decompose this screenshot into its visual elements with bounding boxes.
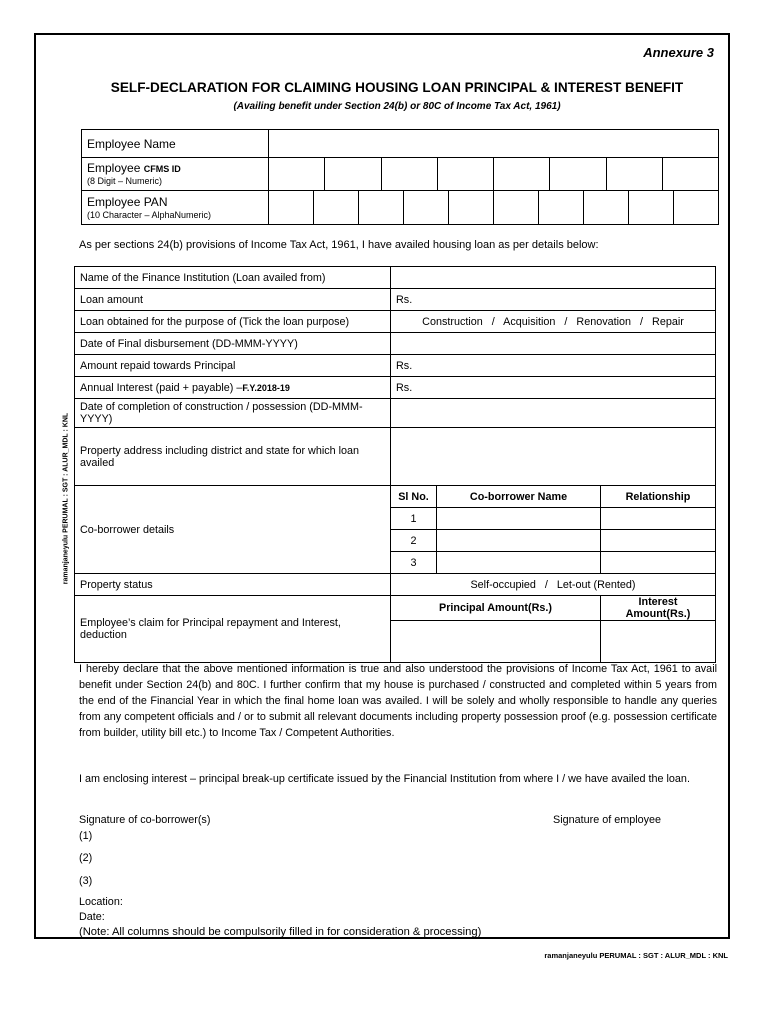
- employee-name-label: Employee Name: [82, 130, 269, 158]
- signature-two: (2): [79, 852, 93, 864]
- pan-cells: [269, 191, 719, 225]
- coborrower-name-field[interactable]: [437, 530, 601, 552]
- coborrower-name-field[interactable]: [437, 508, 601, 530]
- loan-table: [74, 266, 716, 663]
- relationship-field[interactable]: [601, 530, 716, 552]
- intro-text: As per sections 24(b) provisions of Income Tax Act, 1961, I have availed housing loan as per details below:: [79, 239, 599, 251]
- cfms-digit-cell[interactable]: [325, 158, 381, 191]
- pan-char-cell[interactable]: [674, 191, 718, 224]
- annual-interest-label: Annual Interest (paid + payable) –F.Y.2018-19: [75, 377, 391, 399]
- finance-institution-label: Name of the Finance Institution (Loan availed from): [75, 267, 391, 289]
- property-status-options[interactable]: Self-occupied / Let-out (Rented): [391, 574, 716, 596]
- declaration-text: I hereby declare that the above mentioned information is true and also understood the provisions of Income Tax Act, 1961 to avail benefit under Section 24(b) and 80C. I further confirm that my house is purchased / constructed and completed within 5 years from the end of the Financial Year in which the final home loan was availed. I will be solely and wholly responsible to handle any queries from any competent officials and / or to submit all relevant documents including property possession proof (e.g. possession certificate from builder, utility bill etc.) to Income Tax / Competent Authorities.: [79, 663, 717, 739]
- signature-three: (3): [79, 875, 93, 887]
- page-title: SELF-DECLARATION FOR CLAIMING HOUSING LOAN PRINCIPAL & INTEREST BENEFIT: [110, 80, 684, 95]
- pan-char-cell[interactable]: [269, 191, 314, 224]
- employee-table: [81, 129, 719, 225]
- property-status-label: Property status: [75, 574, 391, 596]
- pan-char-cell[interactable]: [629, 191, 674, 224]
- annexure-label: Annexure 3: [643, 45, 714, 60]
- cfms-digit-cell[interactable]: [381, 158, 437, 191]
- cfms-digit-cell[interactable]: [494, 158, 550, 191]
- address-field[interactable]: [391, 428, 716, 486]
- annual-interest-field[interactable]: Rs.: [391, 377, 716, 399]
- pan-char-cell[interactable]: [404, 191, 449, 224]
- signature-employee-label: Signature of employee: [553, 814, 662, 826]
- principal-repaid-label: Amount repaid towards Principal: [75, 355, 391, 377]
- relationship-field[interactable]: [601, 552, 716, 574]
- principal-amount-header: Principal Amount(Rs.): [391, 596, 601, 621]
- completion-field[interactable]: [391, 399, 716, 428]
- coborrower-sl: 3: [391, 552, 437, 574]
- cfms-digit-cell[interactable]: [437, 158, 493, 191]
- pan-char-cell[interactable]: [314, 191, 359, 224]
- pan-char-cell[interactable]: [449, 191, 494, 224]
- interest-amount-header: Interest Amount(Rs.): [601, 596, 716, 621]
- signature-coborrowers-label: Signature of co-borrower(s): [79, 814, 211, 826]
- footer-watermark: ramanjaneyulu PERUMAL : SGT : ALUR_MDL : KNL: [544, 951, 728, 960]
- form-frame: [34, 33, 730, 939]
- pan-char-cell[interactable]: [359, 191, 404, 224]
- disbursement-label: Date of Final disbursement (DD-MMM-YYYY): [75, 333, 391, 355]
- purpose-options[interactable]: Construction / Acquisition / Renovation / Repair: [391, 311, 716, 333]
- purpose-label: Loan obtained for the purpose of (Tick the loan purpose): [75, 311, 391, 333]
- side-watermark: ramanjaneyulu PERUMAL : SGT : ALUR_MDL : KNL: [62, 412, 70, 585]
- location-label: Location:: [79, 896, 123, 908]
- coborrower-name-field[interactable]: [437, 552, 601, 574]
- date-label: Date:: [79, 911, 105, 923]
- relationship-header: Relationship: [601, 486, 716, 508]
- pan-label: Employee PAN (10 Character – AlphaNumeric): [82, 191, 269, 225]
- signature-one: (1): [79, 830, 93, 842]
- principal-amount-field[interactable]: [391, 621, 601, 663]
- cfms-digit-cell[interactable]: [269, 158, 325, 191]
- pan-char-cell[interactable]: [539, 191, 584, 224]
- note-text: (Note: All columns should be compulsorily filled in for consideration & processing): [79, 926, 482, 938]
- coborrower-sl: 1: [391, 508, 437, 530]
- cfms-digit-cell[interactable]: [550, 158, 606, 191]
- principal-repaid-field[interactable]: Rs.: [391, 355, 716, 377]
- loan-amount-label: Loan amount: [75, 289, 391, 311]
- finance-institution-field[interactable]: [391, 267, 716, 289]
- coborrower-sl: 2: [391, 530, 437, 552]
- cfms-label: Employee CFMS ID (8 Digit – Numeric): [82, 158, 269, 191]
- completion-label: Date of completion of construction / possession (DD-MMM-YYYY): [75, 399, 391, 428]
- relationship-field[interactable]: [601, 508, 716, 530]
- sl-no-header: Sl No.: [391, 486, 437, 508]
- loan-amount-field[interactable]: Rs.: [391, 289, 716, 311]
- coborrower-label: Co-borrower details: [75, 486, 391, 574]
- employee-name-field[interactable]: [269, 130, 719, 158]
- claim-label: Employee’s claim for Principal repayment and Interest, deduction: [75, 596, 391, 663]
- disbursement-field[interactable]: [391, 333, 716, 355]
- coborrower-name-header: Co-borrower Name: [437, 486, 601, 508]
- pan-char-cell[interactable]: [494, 191, 539, 224]
- page-subtitle: (Availing benefit under Section 24(b) or 80C of Income Tax Act, 1961): [233, 101, 561, 112]
- enclosing-text: I am enclosing interest – principal break-up certificate issued by the Financial Institution from where I / we have availed the loan.: [79, 773, 690, 785]
- address-label: Property address including district and state for which loan availed: [75, 428, 391, 486]
- interest-amount-field[interactable]: [601, 621, 716, 663]
- pan-char-cell[interactable]: [584, 191, 629, 224]
- cfms-digit-cell[interactable]: [606, 158, 662, 191]
- cfms-digit-cell[interactable]: [662, 158, 718, 191]
